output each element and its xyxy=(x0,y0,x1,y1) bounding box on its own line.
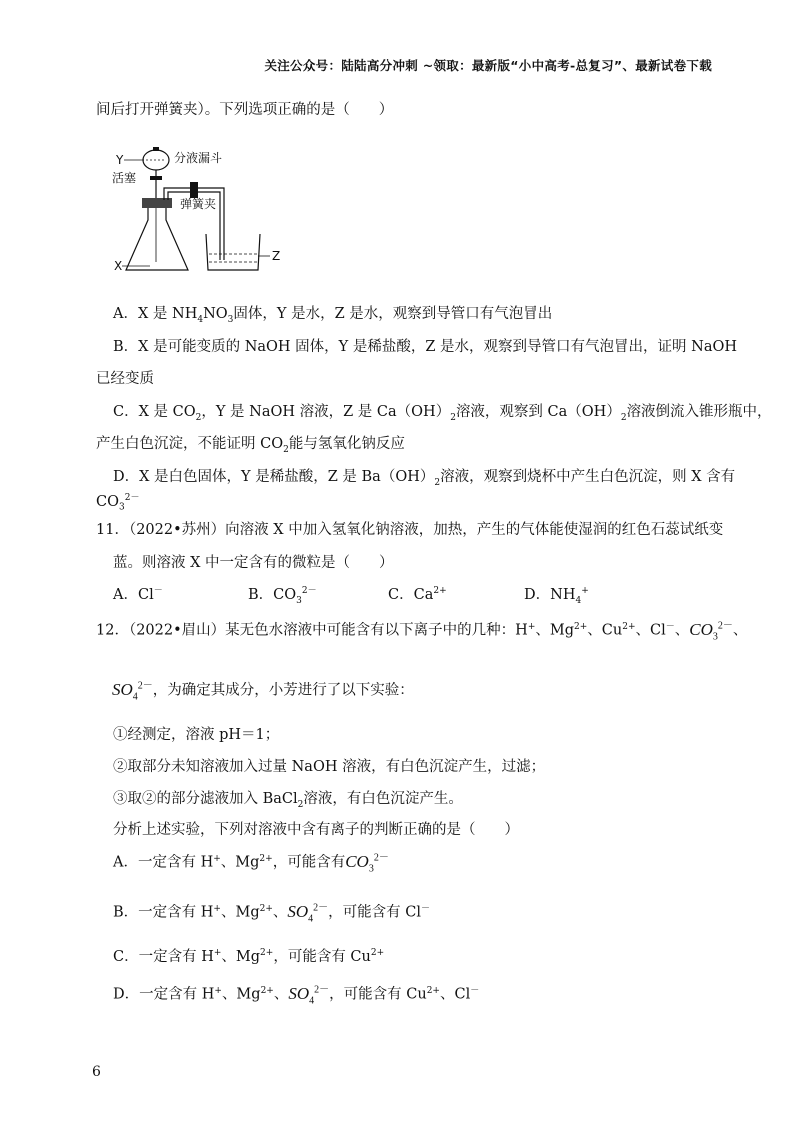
q10-option-d-cont: $CO_3^{2-}$ xyxy=(96,493,140,513)
q11-option-b: B．$CO_3^{2-}$ xyxy=(248,586,317,606)
q10-option-d: D．X 是白色固体，Y 是稀盐酸，Z 是 $Ba(OH)_2$溶液，观察到烧杯中产生白色沉淀，则 X 含有 xyxy=(113,469,736,488)
label-y: Y xyxy=(116,153,124,167)
q11-option-c: C．$Ca^{2+}$ xyxy=(388,586,447,603)
q10-option-c: C．X 是 $CO_2$，Y 是 NaOH 溶液，Z 是 $Ca(OH)_2$溶液，观察到 $Ca(OH)_2$溶液倒流入锥形瓶中， xyxy=(113,404,772,423)
label-x: X xyxy=(114,259,123,273)
q11-stem-cont: 蓝。则溶液 X 中一定含有的微粒是（ ） xyxy=(113,555,394,571)
q12-question: 分析上述实验，下列对溶液中含有离子的判断正确的是（ ） xyxy=(113,822,519,838)
q11-option-a: A．Cl－ xyxy=(113,586,163,603)
label-stopcock: 活塞 xyxy=(112,171,137,185)
q12-option-c: C．一定含有 H+、$Mg^{2+}$，可能含有 $Cu^{2+}$ xyxy=(113,948,385,965)
q10-intro: 间后打开弹簧夹）。下列选项正确的是（ ） xyxy=(96,102,394,118)
carbonate-ion: $CO_3^{2-}$ xyxy=(345,851,389,875)
carbonate-ion: $CO_3^{2-}$ xyxy=(689,619,733,643)
q10-option-c-cont: 产生白色沉淀，不能证明 $CO_2$能与氢氧化钠反应 xyxy=(96,436,405,455)
q10-option-b: B．X 是可能变质的 NaOH 固体，Y 是稀盐酸，Z 是水，观察到导管口有气泡冒出，证明 NaOH xyxy=(113,339,738,355)
q12-option-a: A．一定含有 H+、$Mg^{2+}$，可能含有$CO_3^{2-}$ xyxy=(113,851,389,875)
q12-option-d: D．一定含有 H+、$Mg^{2+}$、$SO_4^{2-}$，可能含有 $Cu^{2+}$、Cl－ xyxy=(113,983,480,1007)
lab-apparatus-diagram xyxy=(112,142,292,282)
q12-option-b: B．一定含有 H+、$Mg^{2+}$、$SO_4^{2-}$，可能含有 Cl－ xyxy=(113,901,431,925)
label-z: Z xyxy=(272,249,281,263)
spring-clip xyxy=(190,182,198,198)
beaker xyxy=(206,234,260,270)
q12-stem-cont: $SO_4^{2-}$，为确定其成分，小芳进行了以下实验： xyxy=(112,679,414,703)
q11-stem: 11．（2022•苏州）向溶液 X 中加入氢氧化钠溶液，加热，产生的气体能使湿润的红色石蕊试纸变 xyxy=(96,522,724,538)
sulfate-ion: $SO_4^{2-}$ xyxy=(287,901,329,925)
q12-step-2: ②取部分未知溶液加入过量 NaOH 溶液，有白色沉淀产生，过滤； xyxy=(113,759,546,775)
q12-stem: 12．（2022•眉山）某无色水溶液中可能含有以下离子中的几种：H+、$Mg^{2+}$、$Cu^{2+}$、Cl－、$CO_3^{2-}$、 xyxy=(96,619,748,643)
q12-step-3: ③取②的部分滤液加入 BaCl$_2$溶液，有白色沉淀产生。 xyxy=(113,791,463,810)
page-header: 关注公众号：陆陆高分冲刺 ~领取：最新版“小中高考-总复习”、最新试卷下载 xyxy=(264,58,712,73)
q11-option-d: D．$NH_4^+$ xyxy=(524,586,589,606)
q10-option-a: A．X 是 $NH_4NO_3$固体，Y 是水，Z 是水，观察到导管口有气泡冒出 xyxy=(113,306,553,325)
page-number: 6 xyxy=(92,1064,101,1080)
conical-flask xyxy=(126,208,188,270)
q10-option-b-cont: 已经变质 xyxy=(96,371,154,387)
stopcock-shape xyxy=(150,176,162,180)
label-funnel: 分液漏斗 xyxy=(174,151,223,165)
sulfate-ion: $SO_4^{2-}$ xyxy=(288,983,330,1007)
sulfate-ion: $SO_4^{2-}$ xyxy=(112,679,153,703)
label-clip: 弹簧夹 xyxy=(180,197,217,211)
q12-step-1: ①经测定，溶液 pH＝1； xyxy=(113,727,280,743)
